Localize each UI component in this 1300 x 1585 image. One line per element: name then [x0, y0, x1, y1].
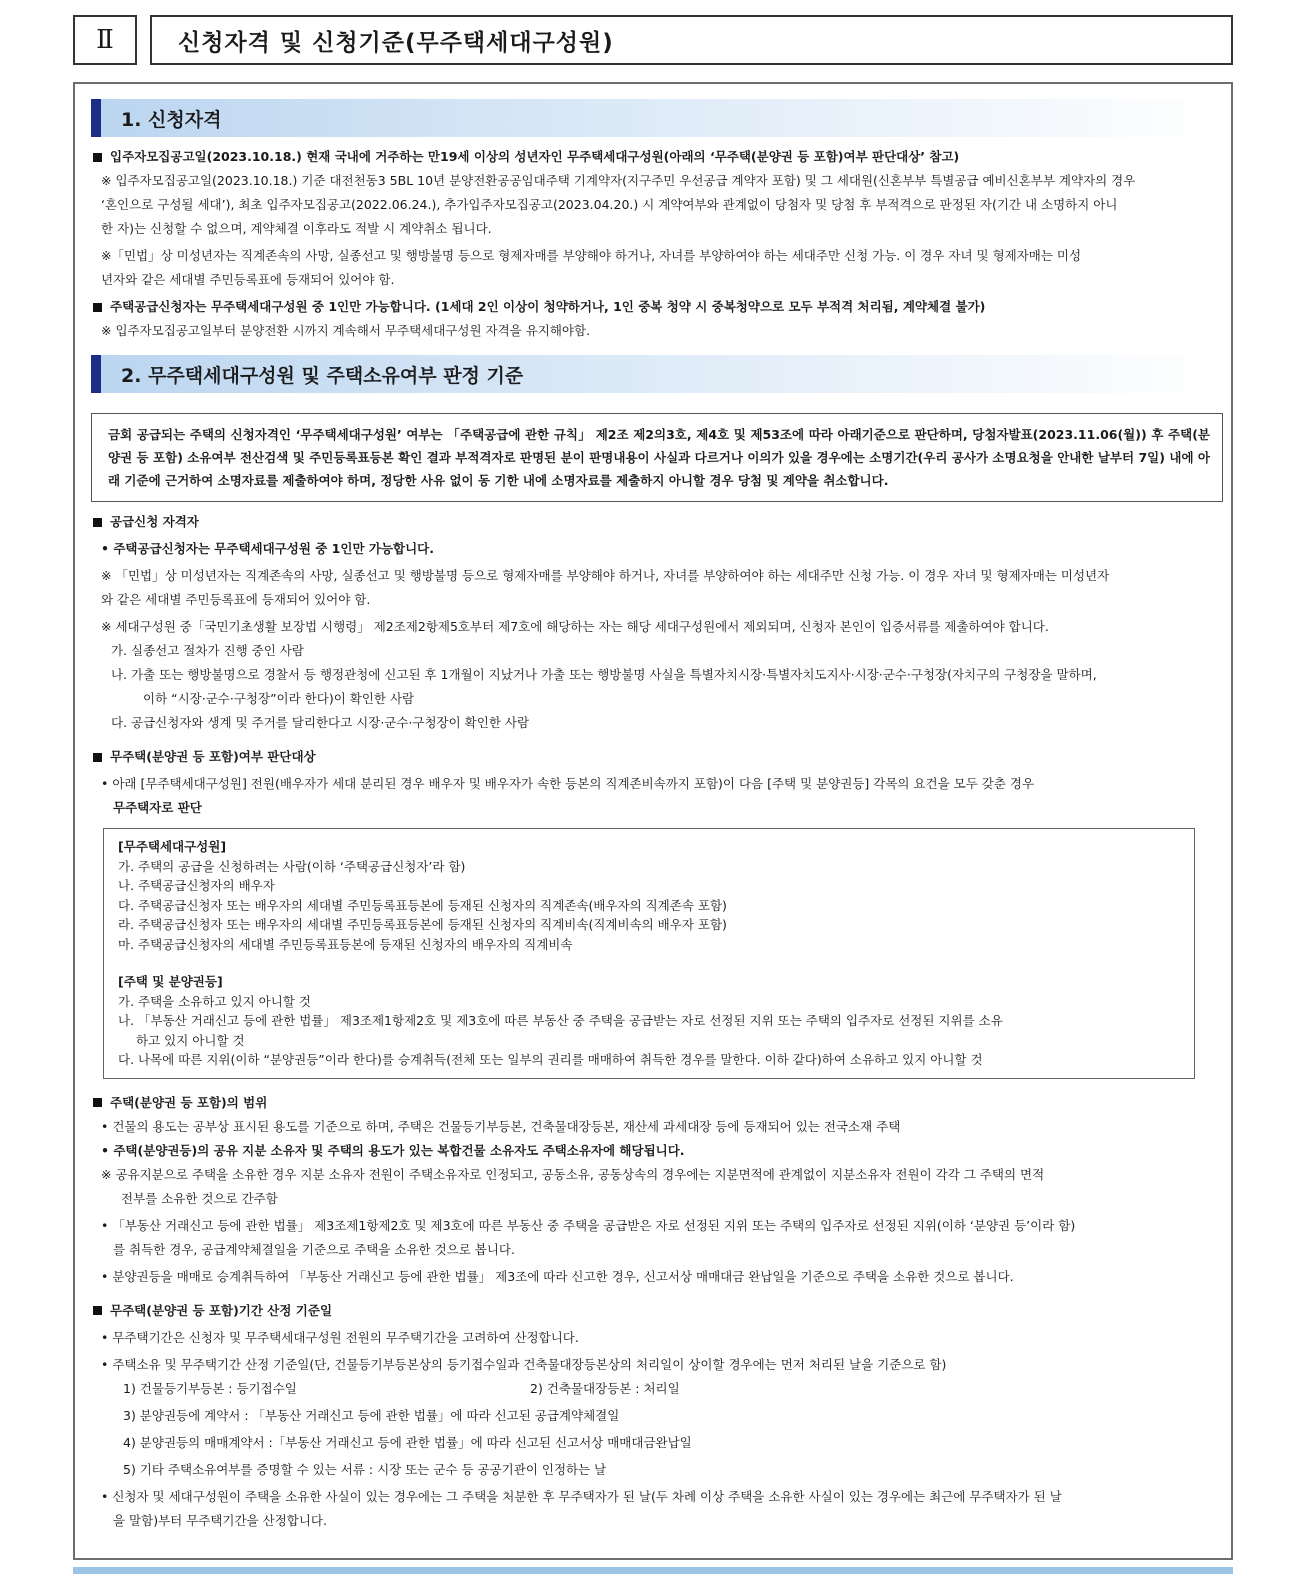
note-line: 와 같은 세대별 주민등록표에 등재되어 있어야 함. [101, 592, 371, 607]
note-line: ※ 입주자모집공고일부터 분양전환 시까지 계속해서 무주택세대구성원 자격을 유지해야함. [101, 323, 591, 338]
bullet-line: • 주택소유 및 무주택기간 산정 기준일(단, 건물등기부등본상의 등기접수일과 건축물대장등본상의 처리일이 상이할 경우에는 먼저 처리된 날을 기준으로 함) [101, 1356, 947, 1372]
box-heading: [무주택세대구성원] [118, 839, 227, 854]
note-line: ※ 입주자모집공고일(2023.10.18.) 기준 대전천동3 5BL 10년 분양전환공공임대주택 기계약자(지구주민 우선공급 계약자 포함) 및 그 세대원(신혼부부 특별공급 예비신혼부부 계약자의 경우 [101, 173, 1136, 188]
bullet-line: • 분양권등을 매매로 승계취득하여 「부동산 거래신고 등에 관한 법률」 제3조에 따라 신고한 경우, 신고서상 매매대금 완납일을 기준으로 주택을 소유한 것으로 봅니다. [101, 1268, 1014, 1284]
section-heading-2: 2. 무주택세대구성원 및 주택소유여부 판정 기준 [91, 355, 1223, 393]
content-frame [73, 82, 1233, 1560]
list-item: 이하 “시장·군수·구청장”이라 한다)이 확인한 사람 [143, 691, 415, 706]
subheading-qualified: 공급신청 자격자 [91, 510, 1223, 534]
note-line: ※ 「민법」상 미성년자는 직계존속의 사망, 실종선고 및 행방불명 등으로 형제자매를 부양해야 하거나, 자녀를 부양하여야 하는 세대주만 신청 가능. 이 경우 자녀 및 형제자매는 미성년자 [101, 568, 1110, 583]
criteria-box [103, 828, 1195, 1079]
note-line: 한 자)는 신청할 수 없으며, 계약체결 이후라도 적발 시 계약취소 됩니다. [101, 221, 492, 236]
bullet-line: • 신청자 및 세대구성원이 주택을 소유한 사실이 있는 경우에는 그 주택을 처분한 후 무주택자가 된 날(두 차례 이상 주택을 소유한 사실이 있는 경우에는 최근에 무주택자가 된 날 [101, 1488, 1062, 1504]
box-item: 마. 주택공급신청자의 세대별 주민등록표등본에 등재된 신청자의 배우자의 직계비속 [118, 936, 573, 952]
criteria-item: 4) 분양권등의 매매계약서 :「부동산 거래신고 등에 관한 법률」에 따라 신고된 신고서상 매매대금완납일 [123, 1434, 692, 1450]
bullet-line: 를 취득한 경우, 공급계약체결일을 기준으로 주택을 소유한 것으로 봅니다. [113, 1241, 515, 1257]
section-heading-1: 1. 신청자격 [91, 99, 1223, 137]
box-heading: [주택 및 분양권등] [118, 974, 223, 989]
notice-box: 금회 공급되는 주택의 신청자격인 ‘무주택세대구성원’ 여부는 「주택공급에 관한 규칙」 제2조 제2의3호, 제4호 및 제53조에 따라 아래기준으로 판단하며, 당첨자발표(2023.11.06(월)) 후 주택(분양권 등 포함) 소유여부 전산검색 및 주민등록표등본 확인 결과 부적격자로 판명된 분이 판명내용이 사실과 다르거나 이의가 있을 경우에는 소명기간(우리 공사가 소명요청을 안내한 날부터 7일) 내에 아래 기준에 근거하여 소명자료를 제출하여야 하며, 정당한 사유 없이 동 기한 내에 소명자료를 제출하지 아니할 경우 당첨 및 계약을 취소합니다. [91, 413, 1223, 502]
note-line: ‘혼인으로 구성될 세대’), 최초 입주자모집공고(2022.06.24.), 추가입주자모집공고(2023.04.20.) 시 계약여부와 관계없이 당첨자 및 당첨 후 부적격으로 판정된 자(기간 내 소명하지 아니 [101, 197, 1118, 212]
subheading-scope: 주택(분양권 등 포함)의 범위 [91, 1091, 1223, 1115]
bottom-rule [73, 1567, 1233, 1574]
box-item: 다. 나목에 따른 지위(이하 “분양권등”이라 한다)를 승계취득(전체 또는 일부의 권리를 매매하여 취득한 경우를 말한다. 이하 같다)하여 소유하고 있지 아니할 것 [118, 1052, 983, 1067]
criteria-item: 2) 건축물대장등본 : 처리일 [530, 1380, 680, 1396]
list-item: 가. 실종선고 절차가 진행 중인 사람 [111, 643, 304, 658]
box-item: 하고 있지 아니할 것 [136, 1032, 245, 1048]
bullet-line: • 주택공급신청자는 무주택세대구성원 중 1인만 가능합니다. [101, 541, 434, 556]
subheading-target: 무주택(분양권 등 포함)여부 판단대상 [91, 745, 1223, 769]
square-bullet-icon [93, 1098, 102, 1107]
note-line: ※ 공유지분으로 주택을 소유한 경우 지분 소유자 전원이 주택소유자로 인정되고, 공동소유, 공동상속의 경우에는 지분면적에 관계없이 지분소유자 전원이 각각 그 주택의 면적 [101, 1166, 1045, 1182]
page-title: 신청자격 및 신청기준(무주택세대구성원) [150, 15, 1233, 65]
box-item: 다. 주택공급신청자 또는 배우자의 세대별 주민등록표등본에 등재된 신청자의 직계존속(배우자의 직계존속 포함) [118, 897, 727, 913]
bullet-line: 을 말함)부터 무주택기간을 산정합니다. [113, 1512, 327, 1528]
criteria-item: 3) 분양권등에 계약서 : 「부동산 거래신고 등에 관한 법률」에 따라 신고된 공급계약체결일 [123, 1407, 620, 1423]
note-line: ※「민법」상 미성년자는 직계존속의 사망, 실종선고 및 행방불명 등으로 형제자매를 부양해야 하거나, 자녀를 부양하여야 하는 세대주만 신청 가능. 이 경우 자녀 및 형제자매는 미성 [101, 248, 1082, 263]
square-bullet-icon [93, 1306, 102, 1315]
bullet-line: • 아래 [무주택세대구성원] 전원(배우자가 세대 분리된 경우 배우자 및 배우자가 속한 등본의 직계존비속까지 포함)이 다음 [주택 및 분양권등] 각목의 요건을 모두 갖춘 경우 [101, 776, 1035, 791]
list-item: 다. 공급신청자와 생계 및 주거를 달리한다고 시장·군수·구청장이 확인한 사람 [111, 715, 530, 730]
bullet-line: • 무주택기간은 신청자 및 무주택세대구성원 전원의 무주택기간을 고려하여 산정합니다. [101, 1329, 579, 1345]
note-line: ※ 세대구성원 중「국민기초생활 보장법 시행령」 제2조제2항제5호부터 제7호에 해당하는 자는 해당 세대구성원에서 제외되며, 신청자 본인이 입증서류를 제출하여야 합니다. [101, 619, 1049, 634]
list-item: 나. 가출 또는 행방불명으로 경찰서 등 행정관청에 신고된 후 1개월이 지났거나 가출 또는 행방불명 사실을 특별자치시장·특별자치도지사·시장·군수·구청장(자치구의 구청장을 말하며, [111, 667, 1097, 682]
criteria-item: 1) 건물등기부등본 : 등기접수일 [123, 1380, 297, 1396]
note-line: 전부를 소유한 것으로 간주함 [121, 1190, 278, 1206]
note-line: 년자와 같은 세대별 주민등록표에 등재되어 있어야 함. [101, 272, 395, 287]
square-bullet-icon [93, 153, 102, 162]
bullet-line: • 주택(분양권등)의 공유 지분 소유자 및 주택의 용도가 있는 복합건물 소유자도 주택소유자에 해당됩니다. [101, 1142, 685, 1158]
bullet-line: • 건물의 용도는 공부상 표시된 용도를 기준으로 하며, 주택은 건물등기부등본, 건축물대장등본, 재산세 과세대장 등에 등재되어 있는 전국소재 주택 [101, 1118, 901, 1134]
square-bullet-icon [93, 518, 102, 527]
qualification-main: 입주자모집공고일(2023.10.18.) 현재 국내에 거주하는 만19세 이상의 성년자인 무주택세대구성원(아래의 ‘무주택(분양권 등 포함)여부 판단대상’ 참고) [91, 145, 1223, 169]
square-bullet-icon [93, 753, 102, 762]
box-item: 나. 「부동산 거래신고 등에 관한 법률」 제3조제1항제2호 및 제3호에 따른 부동산 중 주택을 공급받는 자로 선정된 지위 또는 주택의 입주자로 선정된 지위를 소유 [118, 1013, 1003, 1028]
subheading-period: 무주택(분양권 등 포함)기간 산정 기준일 [91, 1299, 1223, 1323]
section-header [73, 15, 1233, 65]
bullet-line: • 「부동산 거래신고 등에 관한 법률」 제3조제1항제2호 및 제3호에 따른 부동산 중 주택을 공급받은 자로 선정된 지위 또는 주택의 입주자로 선정된 지위(이하 ‘분양권 등’이라 함) [101, 1217, 1076, 1233]
square-bullet-icon [93, 303, 102, 312]
criteria-item: 5) 기타 주택소유여부를 증명할 수 있는 서류 : 시장 또는 군수 등 공공기관이 인정하는 날 [123, 1461, 607, 1477]
one-applicant-rule: 주택공급신청자는 무주택세대구성원 중 1인만 가능합니다. (1세대 2인 이상이 청약하거나, 1인 중복 청약 시 중복청약으로 모두 부적격 처리됨, 계약체결 불가) [91, 295, 1223, 319]
box-item: 라. 주택공급신청자 또는 배우자의 세대별 주민등록표등본에 등재된 신청자의 직계비속(직계비속의 배우자 포함) [118, 917, 727, 932]
section-number: Ⅱ [73, 15, 137, 65]
box-item: 가. 주택을 소유하고 있지 아니할 것 [118, 993, 311, 1009]
bullet-line: 무주택자로 판단 [113, 800, 202, 815]
box-item: 가. 주택의 공급을 신청하려는 사람(이하 ‘주택공급신청자’라 함) [118, 858, 466, 874]
box-item: 나. 주택공급신청자의 배우자 [118, 878, 275, 893]
